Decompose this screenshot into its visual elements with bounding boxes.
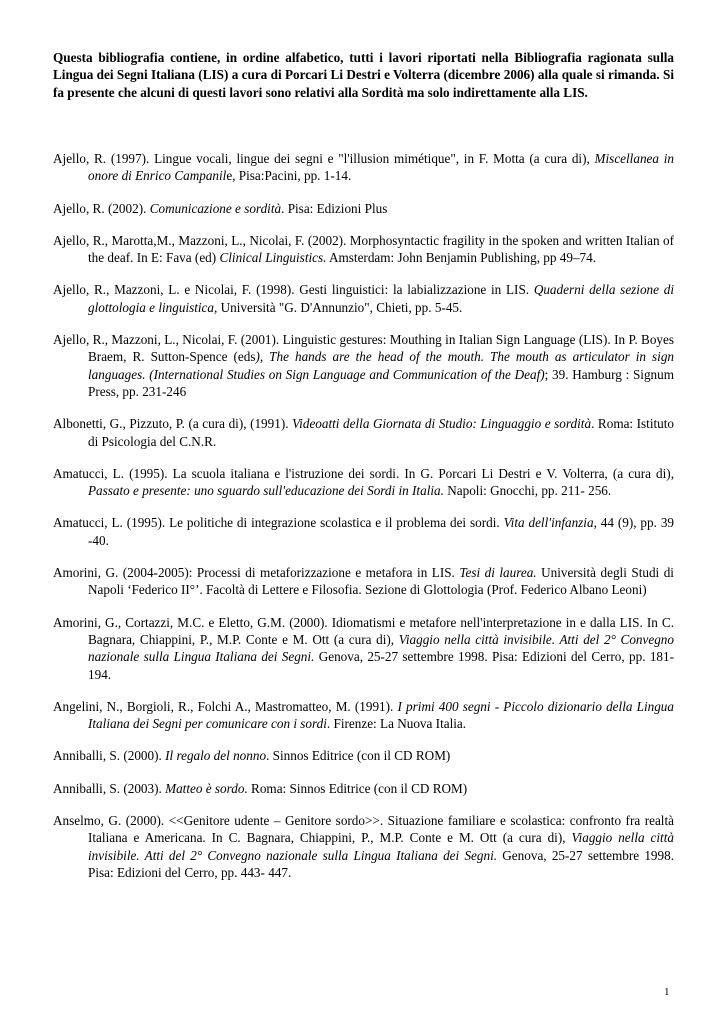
bibliography-entry: Ajello, R. (2002). Comunicazione e sordità. Pisa: Edizioni Plus — [53, 200, 388, 216]
bibliography-entry: Ajello, R., Mazzoni, L. e Nicolai, F. (1998). Gesti linguistici: la labializzazione in LIS. Quaderni della sezione di glottologia e linguistica, Università "G. D'Annunzio", Chieti, pp. 5-45. — [53, 282, 674, 315]
bibliography-entry: Anniballi, S. (2003). Matteo è sordo. Roma: Sinnos Editrice (con il CD ROM) — [53, 780, 468, 796]
bibliography-entry: Amorini, G., Cortazzi, M.C. e Eletto, G.M. (2000). Idiomatismi e metafore nell'interpretazione in e dalla LIS. In C. Bagnara, Chiappini, P., M.P. Conte e M. Ott (a cura di), Viaggio nella città invisibile. Atti del 2° Convegno nazionale sulla Lingua Italiana dei Segni. Genova, 25-27 settembre 1998. Pisa: Edizioni del Cerro, pp. 181-194. — [53, 614, 674, 682]
bibliography-entry: Angelini, N., Borgioli, R., Folchi A., Mastromatteo, M. (1991). I primi 400 segni - Piccolo dizionario della Lingua Italiana dei Segni per comunicare con i sordi. Firenze: La Nuova Italia. — [53, 698, 674, 732]
page-number: 1 — [664, 986, 670, 998]
bibliography-entry: Ajello, R. (1997). Lingue vocali, lingue dei segni e "l'illusion mimétique", in F. Motta (a cura di), Miscellanea in onore di Enrico Campanile, Pisa:Pacini, pp. 1-14. — [53, 151, 674, 184]
bibliography-entry: Amatucci, L. (1995). La scuola italiana e l'istruzione dei sordi. In G. Porcari Li Destri e V. Volterra, (a cura di), Passato e presente: uno sguardo sull'educazione dei Sordi in Italia. Napoli: Gnocchi, pp. 211- 256. — [53, 465, 674, 499]
bibliography-entry: Albonetti, G., Pizzuto, P. (a cura di), (1991). Videoatti della Giornata di Studio: Linguaggio e sordità. Roma: Istituto di Psicologia del C.N.R. — [53, 416, 675, 449]
bibliography-entry: Ajello, R., Mazzoni, L., Nicolai, F. (2001). Linguistic gestures: Mouthing in Italian Sign Language (LIS). In P. Boyes Braem, R. Sutton-Spence (eds), The hands are the head of the mouth. The mouth as articulator in sign languages. (International Studies on Sign Language and Communication of the Deaf); 39. Hamburg : Signum Press, pp. 231-246 — [53, 332, 675, 399]
intro-paragraph: Questa bibliografia contiene, in ordine alfabetico, tutti i lavori riportati nella Bibliografia ragionata sulla Lingua dei Segni Italiana (LIS) a cura di Porcari Li Destri e Volterra (dicembre 2006) alla quale si rimanda. Si fa presente che alcuni di questi lavori sono relativi alla Sordità ma solo indirettamente alla LIS. — [53, 50, 674, 100]
bibliography-list — [53, 150, 674, 896]
bibliography-entry: Amatucci, L. (1995). Le politiche di integrazione scolastica e il problema dei sordi. Vita dell'infanzia, 44 (9), pp. 39 -40. — [53, 515, 675, 548]
bibliography-entry: Ajello, R., Marotta,M., Mazzoni, L., Nicolai, F. (2002). Morphosyntactic fragility in the spoken and written Italian of the deaf. In E: Fava (ed) Clinical Linguistics. Amsterdam: John Benjamin Publishing, pp 49–74. — [53, 232, 674, 266]
bibliography-entry: Anselmo, G. (2000). <<Genitore udente – Genitore sordo>>. Situazione familiare e scolastica: confronto fra realtà Italiana e Americana. In C. Bagnara, Chiappini, P., M.P. Conte e M. Ott (a cura di), Viaggio nella città invisibile. Atti del 2° Convegno nazionale sulla Lingua Italiana dei Segni. Genova, 25-27 settembre 1998. Pisa: Edizioni del Cerro, pp. 443- 447. — [53, 813, 675, 880]
bibliography-entry: Amorini, G. (2004-2005): Processi di metaforizzazione e metafora in LIS. Tesi di laurea. Università degli Studi di Napoli ‘Federico II°’. Facoltà di Lettere e Filosofia. Sezione di Glottologia (Prof. Federico Albano Leoni) — [53, 565, 674, 598]
bibliography-entry: Anniballi, S. (2000). Il regalo del nonno. Sinnos Editrice (con il CD ROM) — [53, 748, 451, 764]
